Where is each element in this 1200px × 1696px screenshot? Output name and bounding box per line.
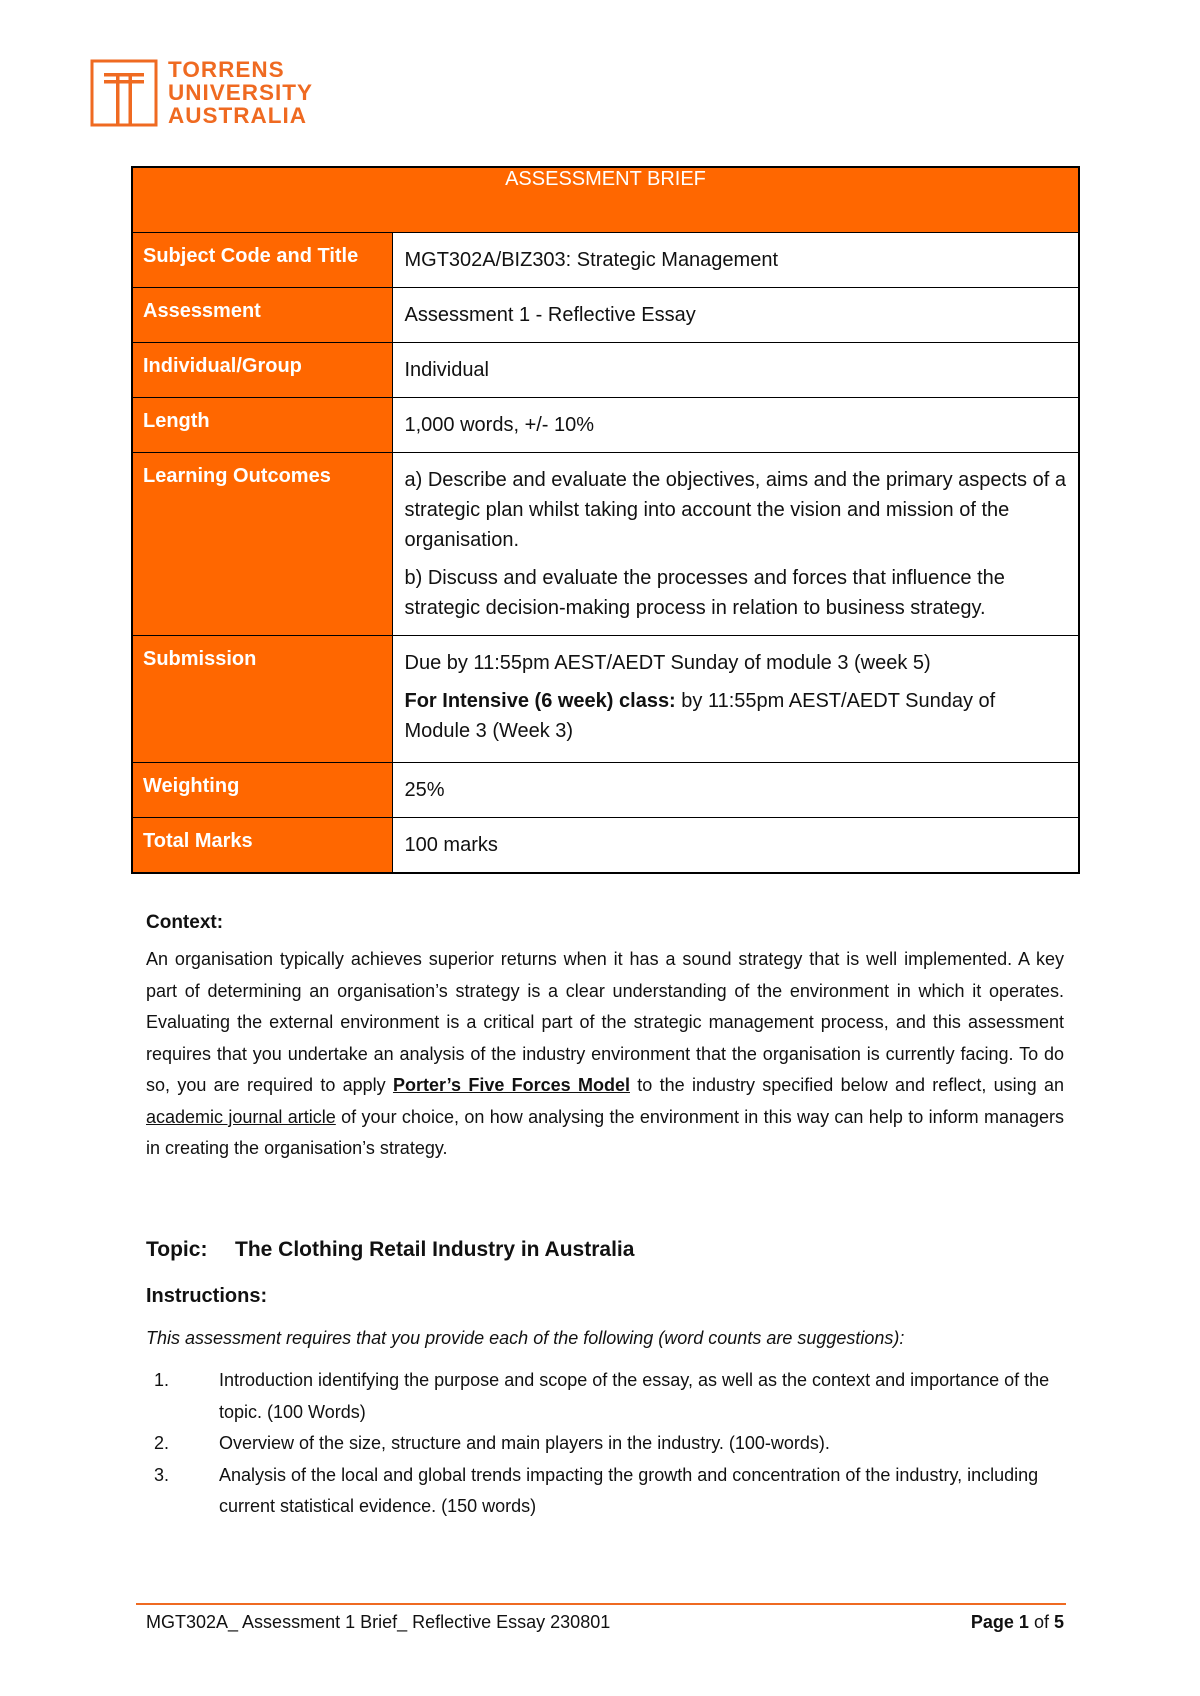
outcome-b-letter: b) (404, 566, 423, 589)
topic-row (146, 1238, 1064, 1262)
value-total-marks: 100 marks (392, 817, 1079, 873)
university-name (168, 58, 313, 127)
list-item-number: 1. (154, 1370, 170, 1390)
learning-outcome-b (405, 563, 1067, 623)
list-item-text: Introduction identifying the purpose and scope of the essay, as well as the context and importance of the topic. (100 Words) (219, 1370, 1050, 1422)
row-individual-group (132, 342, 1079, 397)
list-item (146, 1365, 1064, 1428)
value-subject: MGT302A/BIZ303: Strategic Management (392, 232, 1079, 287)
row-total-marks (132, 817, 1079, 873)
value-weighting: 25% (392, 762, 1079, 817)
university-logo (90, 58, 313, 127)
value-length: 1,000 words, +/- 10% (392, 397, 1079, 452)
context-text-3: of your choice, on how analysing the environment in this way can help to inform managers in creating the organisation’s strategy. (146, 1106, 1064, 1158)
row-assessment (132, 287, 1079, 342)
outcome-a-letter: a) (404, 468, 423, 491)
logo-line-2: UNIVERSITY (168, 80, 314, 105)
logo-line-1: TORRENS (168, 57, 285, 82)
context-text-2: to the industry specified below and reflect, using an (629, 1075, 1064, 1095)
label-subject: Subject Code and Title (132, 232, 392, 287)
intensive-text: by 11:55pm AEST/AEDT Sunday of Module 3 (Week 3) (404, 689, 996, 742)
row-weighting (132, 762, 1079, 817)
intensive-label: For Intensive (6 week) class: (404, 689, 676, 712)
submission-due: Due by 11:55pm AEST/AEDT Sunday of module 3 (week 5) (404, 651, 931, 674)
row-submission (132, 635, 1079, 762)
label-submission: Submission (132, 635, 392, 762)
label-length: Length (132, 397, 392, 452)
torrens-logo-icon (90, 59, 158, 127)
label-individual-group: Individual/Group (132, 342, 392, 397)
submission-intensive (405, 686, 1067, 746)
instructions-heading: Instructions: (146, 1285, 268, 1307)
list-item-text: Analysis of the local and global trends impacting the growth and concentration of the industry, including current statistical evidence. (150 words) (219, 1464, 1039, 1516)
assessment-brief-table (131, 166, 1080, 874)
list-item-number: 2. (154, 1433, 170, 1453)
row-subject (132, 232, 1079, 287)
context-paragraph (146, 944, 1064, 1165)
label-assessment: Assessment (132, 287, 392, 342)
list-item (146, 1428, 1064, 1460)
row-learning-outcomes (132, 452, 1079, 635)
academic-journal-link[interactable]: academic journal article (146, 1106, 336, 1127)
value-individual-group: Individual (392, 342, 1079, 397)
outcome-b-text: Discuss and evaluate the processes and forces that influence the strategic decision-making process in relation to business strategy. (404, 566, 1005, 619)
page-footer (146, 1612, 1064, 1633)
context-text-1: An organisation typically achieves superior returns when it has a sound strategy that is well implemented. A key part of determining an organisation’s strategy is a clear understanding of the environment in which it operates. Evaluating the external environment is a critical part of the strategic management process, and this assessment requires that you undertake an analysis of the industry environment that the organisation is currently facing. To do so, you are required to apply (146, 949, 1064, 1095)
learning-outcome-a (405, 465, 1067, 555)
topic-value: The Clothing Retail Industry in Australia (235, 1238, 635, 1261)
brief-title-row (132, 167, 1079, 232)
outcome-a-text: Describe and evaluate the objectives, aims and the primary aspects of a strategic plan whilst taking into account the vision and mission of the organisation. (404, 468, 1066, 551)
list-item-number: 3. (154, 1464, 170, 1485)
instructions-section (146, 1285, 1064, 1523)
instructions-list (146, 1365, 1064, 1523)
row-length (132, 397, 1079, 452)
porters-five-forces-link[interactable]: Porter’s Five Forces Model (392, 1075, 630, 1095)
value-submission (392, 635, 1079, 762)
of-word: of (1033, 1612, 1049, 1632)
footer-divider (136, 1603, 1066, 1605)
context-section (146, 912, 1064, 1165)
brief-title: ASSESSMENT BRIEF (132, 167, 1079, 232)
instructions-intro: This assessment requires that you provide each of the following (word counts are suggestions): (146, 1328, 905, 1348)
page-current: 1 (1018, 1612, 1029, 1632)
list-item (146, 1460, 1064, 1523)
value-assessment: Assessment 1 - Reflective Essay (392, 287, 1079, 342)
label-weighting: Weighting (132, 762, 392, 817)
label-total-marks: Total Marks (132, 817, 392, 873)
page-total: 5 (1053, 1612, 1064, 1632)
topic-label: Topic: (146, 1238, 208, 1261)
list-item-text: Overview of the size, structure and main players in the industry. (100-words). (219, 1433, 830, 1453)
footer-page-number (971, 1612, 1064, 1633)
page-word: Page (970, 1612, 1014, 1632)
logo-line-3: AUSTRALIA (168, 103, 307, 128)
footer-document-name: MGT302A_ Assessment 1 Brief_ Reflective Essay 230801 (146, 1612, 611, 1632)
context-heading: Context: (146, 912, 224, 933)
value-learning-outcomes (392, 452, 1079, 635)
label-learning-outcomes: Learning Outcomes (132, 452, 392, 635)
